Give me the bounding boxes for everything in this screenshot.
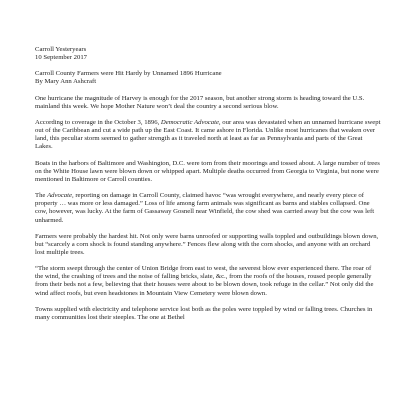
publication-name: Advocate — [47, 192, 72, 200]
paragraph-text: , our area was devastated when an unnamed hurricane swept out of the Caribbean and cut a wide path up the East Coast. It came ashore in Florida. Unlike most hurricanes that weaken over land, this peculiar storm seemed to gather strength as it traveled north at least as far as Pennsylvania and parts of the Great Lakes. — [35, 118, 381, 151]
paragraph-text: “The storm swept through the center of Union Bridge from east to west, the severest blow ever experienced there. The roar of the wind, the crashing of trees and the noise of falling bricks, slate, &c., from the roofs of the houses, roused people generally from their beds not a few, believing that their houses were about to be blown down, took refuge in the cellar.” Not only did the wind affect roofs, but even headstones in Mountain View Cemetery were blown down. — [35, 265, 374, 297]
column-header — [35, 46, 381, 62]
paragraph-text: , reporting on damage in Carroll County, claimed havoc “was wrought everywhere, and nearly every piece of property … was more or less damaged.” Loss of life among farm animals was significant as barns and stables collapsed. One cow, however, was lucky. At the farm of Gassaway Gosnell near Winfield, the cow shed was carried away but the cow was left unharmed. — [35, 192, 375, 224]
article-paragraph — [35, 160, 381, 184]
paragraph-text: One hurricane the magnitude of Harvey is enough for the 2017 season, but another strong storm is heading toward the U.S. mainland this week. We hope Mother Nature won’t deal the country a second serious blow. — [35, 94, 365, 110]
paragraph-text: Boats in the harbors of Baltimore and Washington, D.C. were torn from their moorings and tossed about. A large number of trees on the White House lawn were blown down or whipped apart. Multiple deaths occurred from Georgia to Virginia, but none were mentioned in Baltimore or Carroll counties. — [35, 159, 380, 183]
article-content — [35, 46, 381, 322]
article-paragraph — [35, 265, 381, 298]
article-byline: By Mary Ann Ashcraft — [35, 78, 97, 86]
article-paragraph — [35, 192, 381, 225]
article-title: Carroll County Farmers were Hit Hardy by Unnamed 1896 Hurricane — [35, 70, 222, 78]
publication-name: Democratic Advocate — [160, 118, 219, 126]
paragraph-text: Towns supplied with electricity and telephone service lost both as the poles were toppled by wind or falling trees. Churches in many communities lost their steeples. The one at Bethel — [35, 305, 373, 321]
article-paragraph — [35, 233, 381, 257]
paragraph-text: Farmers were probably the hardest hit. Not only were barns unroofed or supporting walls toppled and outbuildings blown down, but “scarcely a corn shock is found standing anywhere.” Fences flew along with the corn shocks, and anyone with an orchard lost multiple trees. — [35, 232, 379, 256]
article-paragraph — [35, 306, 381, 322]
article-body — [35, 95, 381, 322]
article-paragraph — [35, 119, 381, 152]
column-name: Carroll Yesteryears — [35, 46, 87, 53]
article-paragraph — [35, 95, 381, 111]
article-heading — [35, 70, 381, 86]
column-date: 10 September 2017 — [35, 54, 88, 62]
paragraph-text: According to coverage in the October 3, 1896, — [35, 118, 161, 126]
paragraph-text: The — [35, 192, 48, 200]
